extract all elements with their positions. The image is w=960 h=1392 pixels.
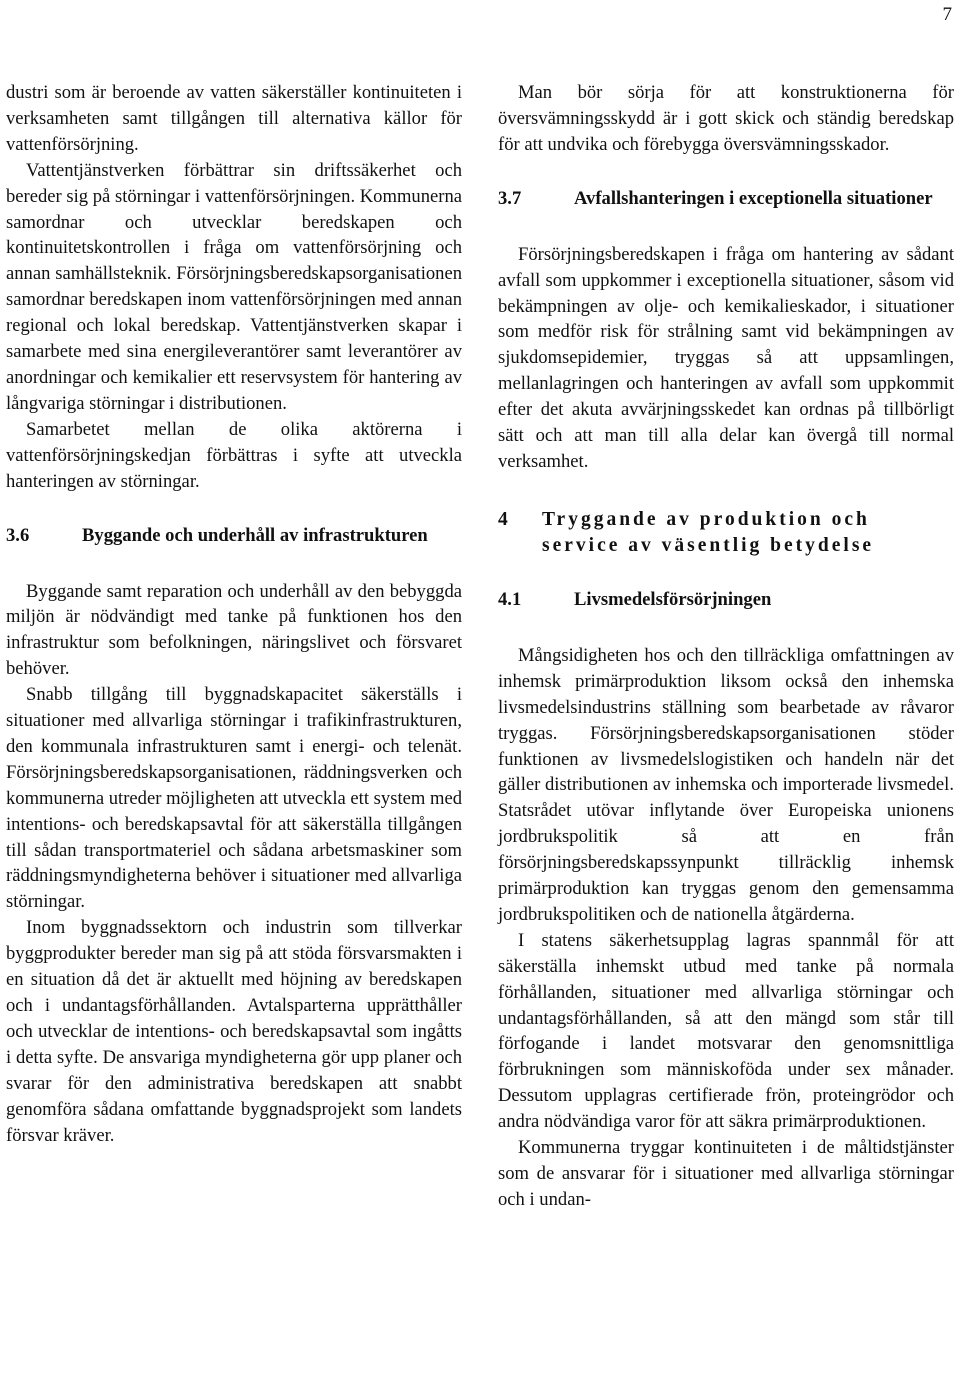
section-title: Livsmedelsförsörjningen xyxy=(574,588,772,610)
paragraph: Mångsidigheten hos och den tillräckliga omfattningen av inhemsk primärproduktion liksom också den inhemska livsmedelsindustrins ställning som bearbetade av råvaror tryggas. Försörjningsberedskapsorganisationen stöder funktionen av livsmedelslogistiken och handeln när det gäller distributionen av inhemska och importerade livsmedel. Statsrådet utövar inflytande över Europeiska unionens jordbrukspolitik så att en från försörjningsberedskapssynpunkt tillräcklig inhemsk primärproduktion kan tryggas genom den gemensamma jordbrukspolitiken och de nationella åtgärderna. xyxy=(498,644,954,925)
section-heading-4-1 xyxy=(498,587,954,613)
paragraph: Vattentjänstverken förbättrar sin driftssäkerhet och bereder sig på störningar i vattenförsörjningen. Kommunerna samordnar och utvecklar beredskapen och kontinuitetskontrollen i fråga om vattenförsörjning och annan samhällsteknik. Försörjningsberedskapsorganisationen samordnar beredskapen inom vattenförsörjningen med annan regional och lokal beredskap. Vattentjänstverken skapar i samarbete med sina energileverantörer samt leverantörer av anordningar och kemikalier ett reservsystem för hantering av långvariga störningar i distributionen. xyxy=(6,159,462,414)
chapter-title: Tryggande av produktion och service av väsentlig betydelse xyxy=(542,508,875,556)
section-number: 4.1 xyxy=(498,588,522,610)
section-number: 3.6 xyxy=(6,524,30,546)
paragraph: Inom byggnadssektorn och industrin som tillverkar byggprodukter bereder man sig på att stöda försvarsmakten i en situation då det är aktuellt med höjning av beredskapen och i undantagsförhållanden. Avtalsparterna upprätthåller och utvecklar de intentions- och beredskapsavtal som ingåtts i detta syfte. De ansvariga myndigheterna gör upp planer och svarar för den administrativa beredskapen att snabbt genomföra sådana omfattande byggnadsprojekt som landets försvar kräver. xyxy=(6,917,462,1146)
right-column xyxy=(498,80,954,1213)
left-column xyxy=(6,80,462,1148)
paragraph: Försörjningsberedskapen i fråga om hantering av sådant avfall som uppkommer i exceptionella situationer, såsom vid bekämpningen av olje- och kemikalieskador, i situationer som medför risk för strålning samt vid bekämpningen av sjukdomsepidemier, tryggas så att uppsamlingen, mellanlagringen och hanteringen av avfall som uppkommit efter det akuta avvärjningsskedet kan ordnas på tillbörligt sätt och att man till alla delar kan övergå till normal verksamhet. xyxy=(498,243,954,472)
paragraph: I statens säkerhetsupplag lagras spannmål för att säkerställa inhemskt utbud med tanke på normala förhållanden, situationer med allvarliga störningar och undantagsförhållanden, så att den mängd som står till förfogande i landet motsvarar den genomsnittliga förbrukningen som människoföda under sex månader. Dessutom upplagras certifierade frön, proteingrödor och andra nödvändiga varor för att säkra primärproduktionen. xyxy=(498,929,954,1133)
section-number: 3.7 xyxy=(498,187,522,209)
chapter-heading-4 xyxy=(498,507,954,559)
section-title: Byggande och underhåll av infrastrukturen xyxy=(82,524,428,546)
paragraph: Man bör sörja för att konstruktionerna för översvämningsskydd är i gott skick och ständig beredskap för att undvika och förebygga översvämningsskador. xyxy=(498,82,954,155)
paragraph: Snabb tillgång till byggnadskapacitet säkerställs i situationer med allvarliga störningar i trafikinfrastrukturen, den kommunala infrastrukturen samt i energi- och telenät. Försörjningsberedskapsorganisationen, räddningsverken och kommunerna utreder möjligheten att utveckla ett system med intentions- och beredskapsavtal för att säkerställa tillgången till sådan transportmateriel och sådana arbetsmaskiner som räddningsmyndigheterna behöver i situationer med allvarliga störningar. xyxy=(6,684,462,913)
paragraph: Byggande samt reparation och underhåll av den bebyggda miljön är nödvändigt med tanke på funktionen hos den infrastruktur som befolkningen, näringslivet och försvaret behöver. xyxy=(6,580,462,680)
section-heading-3-7 xyxy=(498,186,954,212)
section-heading-3-6 xyxy=(6,523,462,549)
page-number: 7 xyxy=(942,4,952,25)
paragraph: Kommunerna tryggar kontinuiteten i de måltidstjänster som de ansvarar för i situationer med allvarliga störningar och i undan- xyxy=(498,1137,954,1210)
section-title: Avfallshanteringen i exceptionella situationer xyxy=(574,187,933,209)
chapter-number: 4 xyxy=(498,508,508,530)
paragraph: Samarbetet mellan de olika aktörerna i vattenförsörjningskedjan förbättras i syfte att utveckla hanteringen av störningar. xyxy=(6,418,462,492)
paragraph: dustri som är beroende av vatten säkerställer kontinuiteten i verksamheten samt tillgången till alternativa källor för vattenförsörjning. xyxy=(6,82,462,155)
